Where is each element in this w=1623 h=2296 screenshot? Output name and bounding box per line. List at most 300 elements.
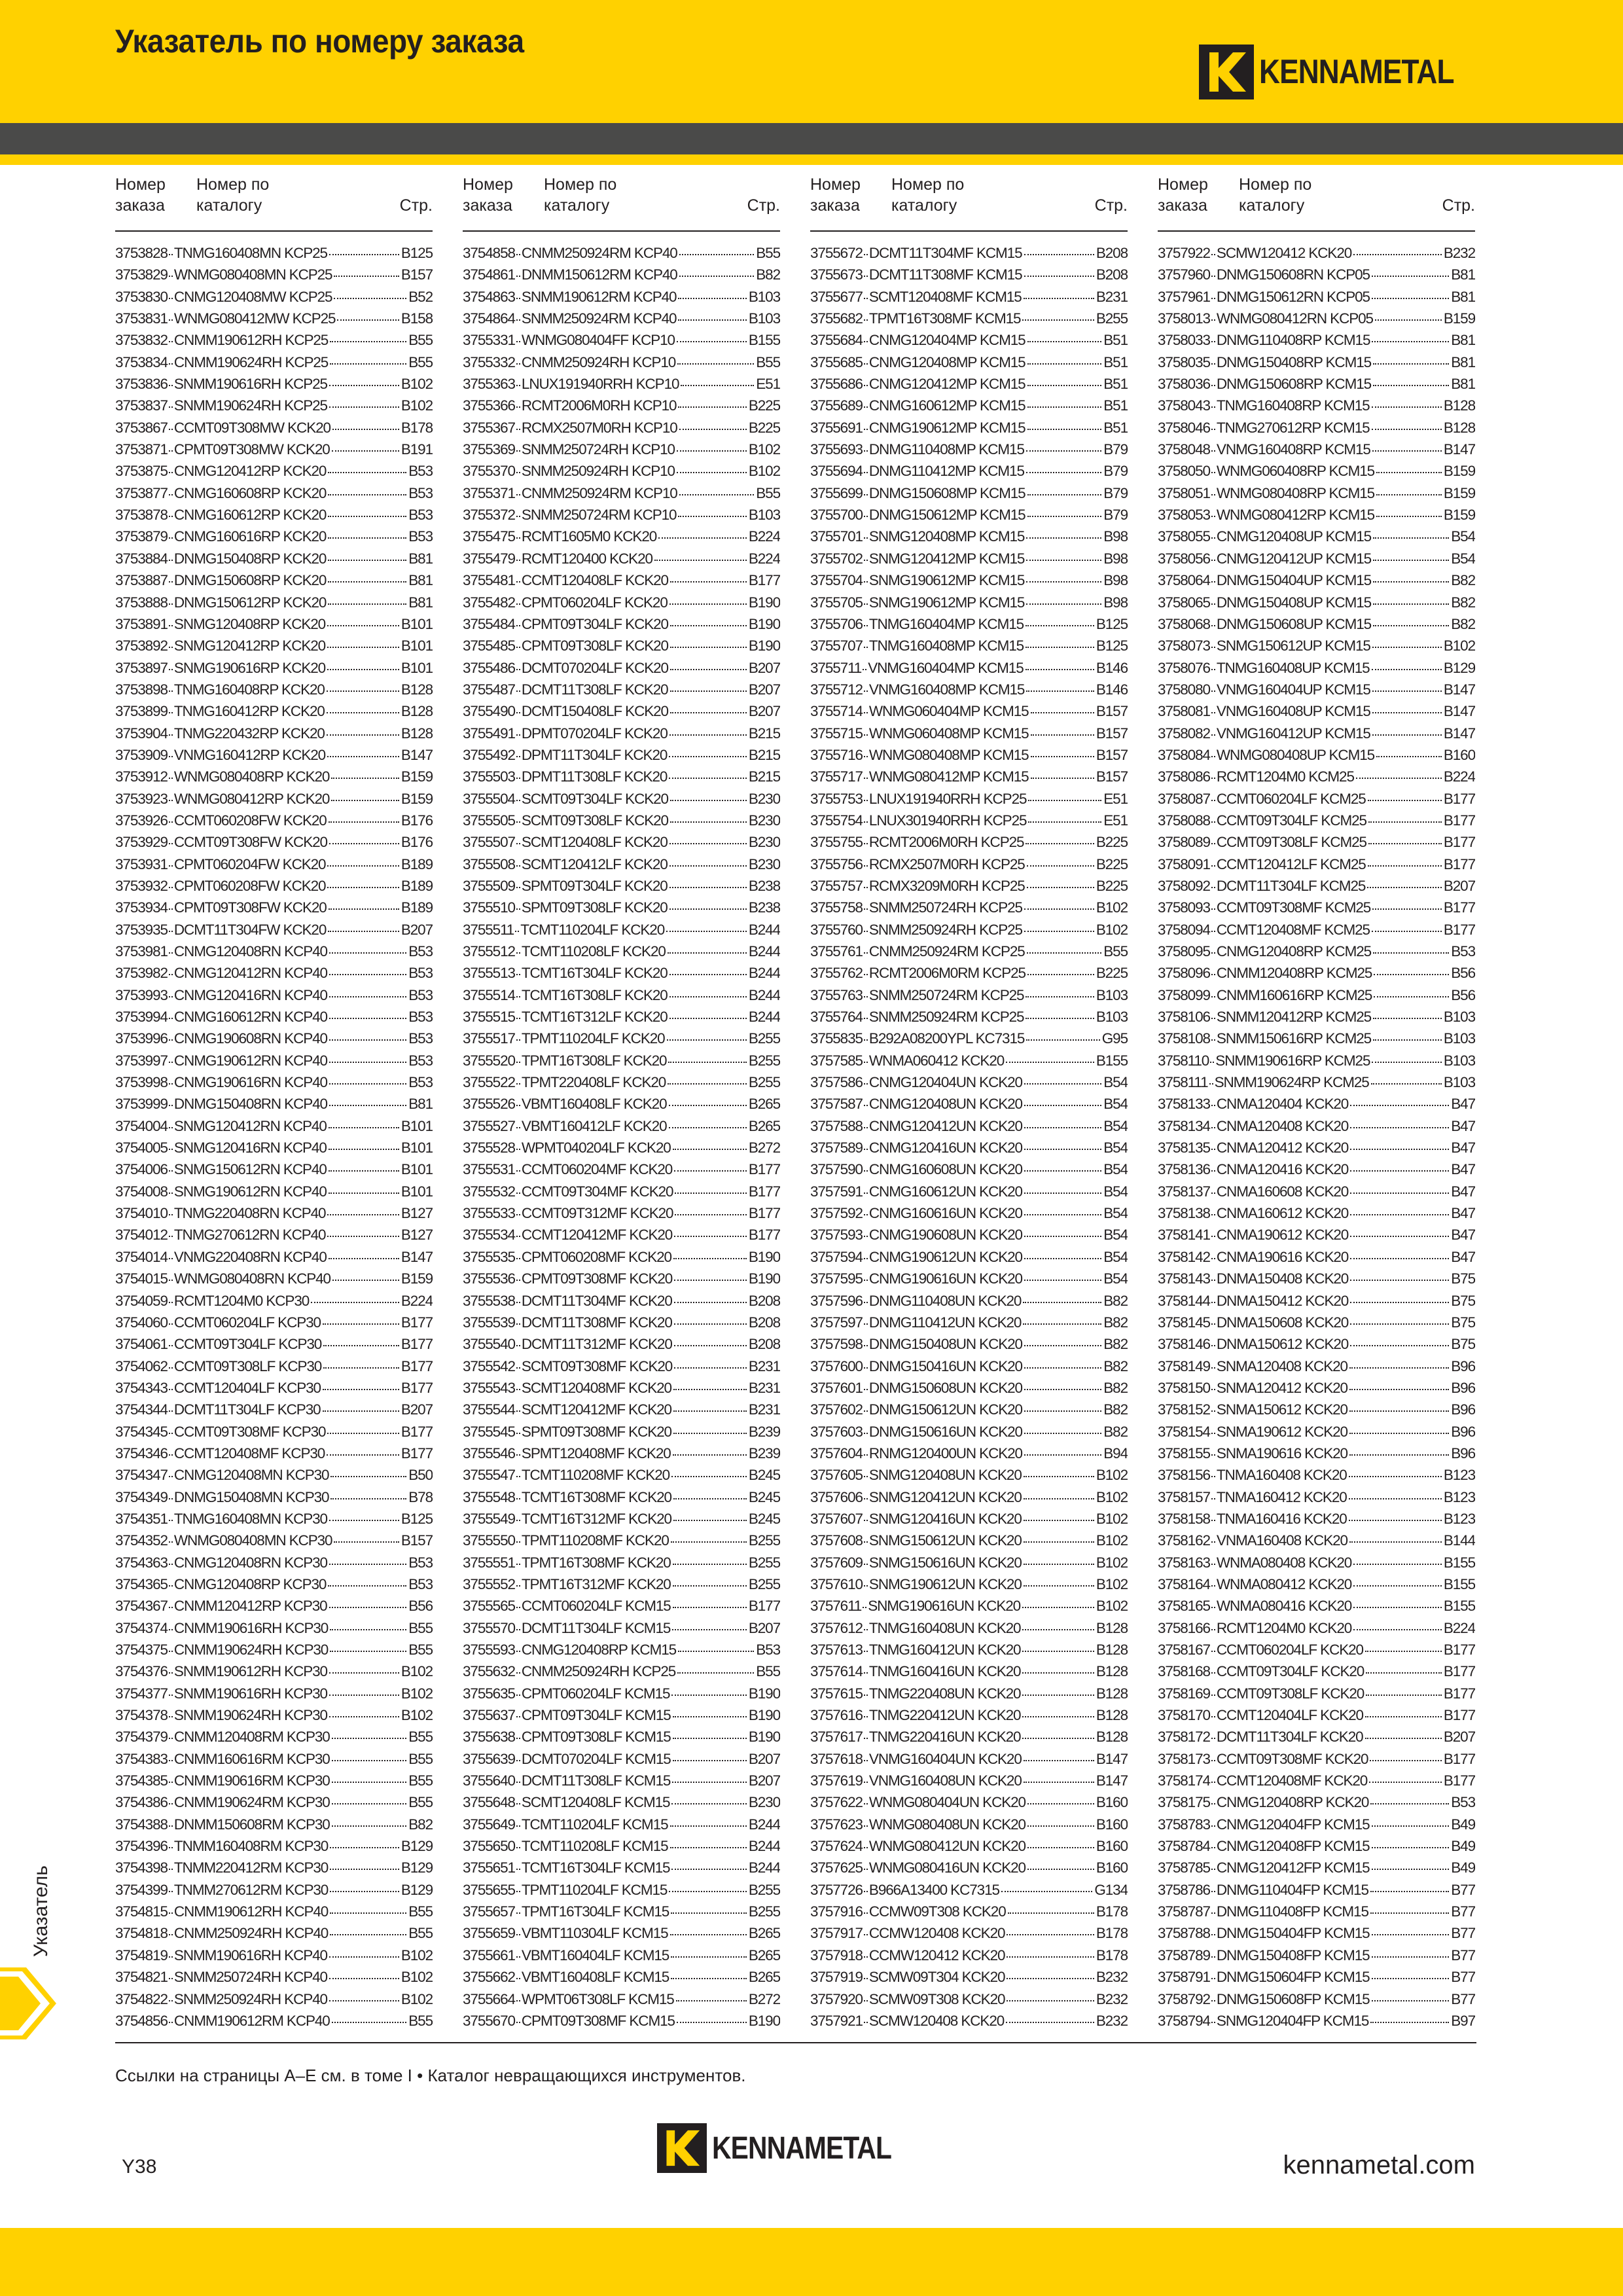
- page-reference[interactable]: B54: [1103, 1096, 1128, 1113]
- page-reference[interactable]: B177: [1443, 1641, 1475, 1658]
- page-reference[interactable]: B231: [1096, 288, 1128, 305]
- page-reference[interactable]: B232: [1096, 1969, 1128, 1986]
- page-reference[interactable]: B207: [748, 681, 780, 698]
- page-reference[interactable]: B81: [1451, 266, 1475, 283]
- page-reference[interactable]: B79: [1103, 441, 1128, 458]
- page-reference[interactable]: B177: [1443, 1663, 1475, 1680]
- page-reference[interactable]: B82: [756, 266, 780, 283]
- page-reference[interactable]: B54: [1103, 1205, 1128, 1222]
- page-reference[interactable]: B191: [401, 441, 433, 458]
- page-reference[interactable]: B190: [748, 1707, 780, 1724]
- page-reference[interactable]: B207: [401, 921, 433, 938]
- page-reference[interactable]: B125: [401, 1510, 433, 1527]
- page-reference[interactable]: B128: [1443, 397, 1475, 414]
- page-reference[interactable]: B190: [748, 1270, 780, 1287]
- page-reference[interactable]: B128: [1096, 1685, 1128, 1702]
- page-reference[interactable]: B125: [1096, 637, 1128, 655]
- page-reference[interactable]: B49: [1451, 1816, 1475, 1833]
- page-reference[interactable]: B102: [1096, 1467, 1128, 1484]
- page-reference[interactable]: B215: [748, 768, 780, 785]
- page-reference[interactable]: B127: [401, 1205, 433, 1222]
- page-reference[interactable]: B244: [748, 921, 780, 938]
- page-reference[interactable]: B128: [1096, 1707, 1128, 1724]
- page-reference[interactable]: B129: [1443, 659, 1475, 676]
- page-reference[interactable]: B147: [401, 1248, 433, 1265]
- page-reference[interactable]: B82: [1103, 1357, 1128, 1374]
- page-reference[interactable]: B53: [756, 1641, 780, 1658]
- page-reference[interactable]: B50: [408, 1467, 433, 1484]
- page-reference[interactable]: B255: [748, 1030, 780, 1047]
- page-reference[interactable]: B102: [401, 397, 433, 414]
- page-reference[interactable]: B177: [748, 1183, 780, 1200]
- page-reference[interactable]: B129: [401, 1838, 433, 1855]
- page-reference[interactable]: B51: [1103, 419, 1128, 436]
- page-reference[interactable]: B255: [748, 1074, 780, 1091]
- page-reference[interactable]: B208: [1096, 266, 1128, 283]
- page-reference[interactable]: B82: [1103, 1336, 1128, 1353]
- page-reference[interactable]: B190: [748, 637, 780, 655]
- page-reference[interactable]: B77: [1451, 1881, 1475, 1898]
- page-reference[interactable]: B225: [1096, 834, 1128, 851]
- page-reference[interactable]: B128: [1096, 1641, 1128, 1658]
- page-reference[interactable]: B208: [748, 1314, 780, 1331]
- page-reference[interactable]: B82: [1103, 1292, 1128, 1309]
- page-reference[interactable]: B125: [401, 245, 433, 261]
- page-reference[interactable]: B230: [748, 855, 780, 872]
- page-reference[interactable]: B47: [1451, 1161, 1475, 1178]
- page-reference[interactable]: B98: [1103, 550, 1128, 567]
- page-reference[interactable]: B159: [401, 768, 433, 785]
- page-reference[interactable]: B53: [408, 1575, 433, 1592]
- page-reference[interactable]: B81: [1451, 353, 1475, 370]
- page-reference[interactable]: B207: [748, 659, 780, 676]
- page-reference[interactable]: B51: [1103, 376, 1128, 393]
- page-reference[interactable]: B55: [408, 1794, 433, 1811]
- page-reference[interactable]: B96: [1451, 1357, 1475, 1374]
- page-reference[interactable]: B101: [401, 1161, 433, 1178]
- page-reference[interactable]: G95: [1101, 1030, 1128, 1047]
- page-reference[interactable]: B102: [401, 376, 433, 393]
- page-reference[interactable]: B47: [1451, 1117, 1475, 1134]
- page-reference[interactable]: B51: [1103, 397, 1128, 414]
- page-reference[interactable]: B190: [748, 615, 780, 632]
- page-reference[interactable]: B177: [401, 1444, 433, 1462]
- page-reference[interactable]: B56: [408, 1598, 433, 1615]
- page-reference[interactable]: B159: [1443, 507, 1475, 524]
- page-reference[interactable]: B81: [408, 572, 433, 589]
- page-reference[interactable]: B51: [1103, 353, 1128, 370]
- page-reference[interactable]: B81: [1451, 376, 1475, 393]
- page-reference[interactable]: B54: [1103, 1270, 1128, 1287]
- page-reference[interactable]: B81: [408, 550, 433, 567]
- page-reference[interactable]: B102: [1096, 1510, 1128, 1527]
- page-reference[interactable]: B230: [748, 834, 780, 851]
- page-reference[interactable]: B147: [1443, 441, 1475, 458]
- page-reference[interactable]: B231: [748, 1357, 780, 1374]
- page-reference[interactable]: B157: [401, 266, 433, 283]
- page-reference[interactable]: B54: [1103, 1248, 1128, 1265]
- page-reference[interactable]: B265: [748, 1946, 780, 1964]
- page-reference[interactable]: B215: [748, 746, 780, 763]
- page-reference[interactable]: B56: [1451, 986, 1475, 1003]
- page-reference[interactable]: B157: [1096, 703, 1128, 720]
- page-reference[interactable]: B244: [748, 1859, 780, 1876]
- page-reference[interactable]: B75: [1451, 1270, 1475, 1287]
- page-reference[interactable]: B238: [748, 877, 780, 894]
- page-reference[interactable]: B102: [401, 1946, 433, 1964]
- page-reference[interactable]: B155: [1096, 1052, 1128, 1069]
- page-reference[interactable]: B177: [1443, 1772, 1475, 1789]
- page-reference[interactable]: B51: [1103, 332, 1128, 349]
- page-reference[interactable]: B225: [1096, 855, 1128, 872]
- page-reference[interactable]: B208: [1096, 245, 1128, 261]
- page-reference[interactable]: B82: [1451, 572, 1475, 589]
- page-reference[interactable]: B255: [748, 1881, 780, 1898]
- page-reference[interactable]: B79: [1103, 507, 1128, 524]
- page-reference[interactable]: B97: [1451, 2012, 1475, 2029]
- page-reference[interactable]: B244: [748, 986, 780, 1003]
- page-reference[interactable]: B53: [408, 484, 433, 501]
- page-reference[interactable]: B125: [1096, 615, 1128, 632]
- page-reference[interactable]: B102: [401, 1685, 433, 1702]
- page-reference[interactable]: B208: [748, 1292, 780, 1309]
- page-reference[interactable]: B54: [1103, 1183, 1128, 1200]
- page-reference[interactable]: B53: [408, 1009, 433, 1026]
- page-reference[interactable]: B207: [748, 703, 780, 720]
- page-reference[interactable]: B55: [408, 1903, 433, 1920]
- page-reference[interactable]: B55: [408, 1641, 433, 1658]
- page-reference[interactable]: B265: [748, 1925, 780, 1942]
- page-reference[interactable]: B230: [748, 790, 780, 807]
- page-reference[interactable]: B103: [1443, 1030, 1475, 1047]
- page-reference[interactable]: B53: [408, 943, 433, 960]
- page-reference[interactable]: B177: [748, 1205, 780, 1222]
- page-reference[interactable]: B177: [401, 1336, 433, 1353]
- page-reference[interactable]: B155: [748, 332, 780, 349]
- page-reference[interactable]: B177: [1443, 921, 1475, 938]
- page-reference[interactable]: B102: [401, 1663, 433, 1680]
- page-reference[interactable]: B159: [401, 1270, 433, 1287]
- page-reference[interactable]: B101: [401, 615, 433, 632]
- page-reference[interactable]: B103: [1096, 986, 1128, 1003]
- page-reference[interactable]: B147: [1443, 681, 1475, 698]
- page-reference[interactable]: B147: [1443, 703, 1475, 720]
- page-reference[interactable]: B102: [1096, 1554, 1128, 1571]
- page-reference[interactable]: B155: [1443, 1575, 1475, 1592]
- page-reference[interactable]: B77: [1451, 1925, 1475, 1942]
- page-reference[interactable]: B82: [1103, 1379, 1128, 1396]
- page-reference[interactable]: B129: [401, 1881, 433, 1898]
- page-reference[interactable]: B155: [1443, 1554, 1475, 1571]
- page-reference[interactable]: B177: [401, 1357, 433, 1374]
- page-reference[interactable]: B147: [401, 746, 433, 763]
- page-reference[interactable]: B56: [1451, 965, 1475, 982]
- page-reference[interactable]: B239: [748, 1444, 780, 1462]
- page-reference[interactable]: B239: [748, 1423, 780, 1440]
- page-reference[interactable]: B77: [1451, 1969, 1475, 1986]
- page-reference[interactable]: B159: [1443, 310, 1475, 327]
- page-reference[interactable]: B225: [1096, 877, 1128, 894]
- page-reference[interactable]: B79: [1103, 484, 1128, 501]
- page-reference[interactable]: B147: [1096, 1750, 1128, 1767]
- page-reference[interactable]: B103: [1443, 1074, 1475, 1091]
- website-link[interactable]: kennametal.com: [1283, 2151, 1475, 2179]
- page-reference[interactable]: B47: [1451, 1183, 1475, 1200]
- page-reference[interactable]: B177: [401, 1423, 433, 1440]
- page-reference[interactable]: B272: [748, 1139, 780, 1157]
- page-reference[interactable]: B101: [401, 1117, 433, 1134]
- page-reference[interactable]: B177: [748, 572, 780, 589]
- page-reference[interactable]: B155: [1443, 1598, 1475, 1615]
- page-reference[interactable]: B53: [408, 1554, 433, 1571]
- page-reference[interactable]: B224: [1443, 1619, 1475, 1636]
- page-reference[interactable]: B102: [1096, 1532, 1128, 1549]
- page-reference[interactable]: B224: [1443, 768, 1475, 785]
- page-reference[interactable]: B176: [401, 812, 433, 829]
- page-reference[interactable]: B102: [748, 441, 780, 458]
- page-reference[interactable]: B81: [1451, 288, 1475, 305]
- page-reference[interactable]: E51: [1103, 812, 1128, 829]
- page-reference[interactable]: B177: [748, 1598, 780, 1615]
- page-reference[interactable]: B146: [1096, 681, 1128, 698]
- page-reference[interactable]: B47: [1451, 1227, 1475, 1244]
- page-reference[interactable]: B54: [1103, 1227, 1128, 1244]
- page-reference[interactable]: B49: [1451, 1859, 1475, 1876]
- page-reference[interactable]: B177: [748, 1161, 780, 1178]
- page-reference[interactable]: B255: [748, 1532, 780, 1549]
- page-reference[interactable]: B244: [748, 965, 780, 982]
- page-reference[interactable]: B96: [1451, 1379, 1475, 1396]
- page-reference[interactable]: B129: [401, 1859, 433, 1876]
- page-reference[interactable]: B231: [748, 1401, 780, 1418]
- page-reference[interactable]: B177: [1443, 790, 1475, 807]
- page-reference[interactable]: B207: [748, 1619, 780, 1636]
- page-reference[interactable]: B53: [408, 1074, 433, 1091]
- page-reference[interactable]: B177: [401, 1314, 433, 1331]
- page-reference[interactable]: B144: [1443, 1532, 1475, 1549]
- page-reference[interactable]: B160: [1096, 1816, 1128, 1833]
- page-reference[interactable]: B224: [401, 1292, 433, 1309]
- page-reference[interactable]: B177: [1443, 1707, 1475, 1724]
- page-reference[interactable]: B102: [1096, 899, 1128, 916]
- page-reference[interactable]: B159: [401, 790, 433, 807]
- page-reference[interactable]: B128: [401, 725, 433, 742]
- page-reference[interactable]: B128: [401, 703, 433, 720]
- page-reference[interactable]: B55: [756, 1663, 780, 1680]
- page-reference[interactable]: B101: [401, 659, 433, 676]
- page-reference[interactable]: B177: [1443, 812, 1475, 829]
- page-reference[interactable]: B230: [748, 1794, 780, 1811]
- page-reference[interactable]: B255: [748, 1052, 780, 1069]
- page-reference[interactable]: B55: [408, 1619, 433, 1636]
- page-reference[interactable]: B101: [401, 637, 433, 655]
- page-reference[interactable]: B190: [748, 594, 780, 611]
- page-reference[interactable]: B128: [401, 681, 433, 698]
- page-reference[interactable]: B55: [756, 353, 780, 370]
- page-reference[interactable]: B128: [1096, 1663, 1128, 1680]
- page-reference[interactable]: B47: [1451, 1096, 1475, 1113]
- page-reference[interactable]: B102: [1096, 921, 1128, 938]
- page-reference[interactable]: B102: [401, 1969, 433, 1986]
- page-reference[interactable]: B98: [1103, 594, 1128, 611]
- page-reference[interactable]: B189: [401, 899, 433, 916]
- page-reference[interactable]: B177: [401, 1379, 433, 1396]
- page-reference[interactable]: B128: [1096, 1729, 1128, 1746]
- page-reference[interactable]: B159: [1443, 463, 1475, 480]
- page-reference[interactable]: B127: [401, 1227, 433, 1244]
- page-reference[interactable]: B244: [748, 1816, 780, 1833]
- page-reference[interactable]: B215: [748, 725, 780, 742]
- page-reference[interactable]: B190: [748, 1729, 780, 1746]
- page-reference[interactable]: B96: [1451, 1444, 1475, 1462]
- page-reference[interactable]: B189: [401, 877, 433, 894]
- page-reference[interactable]: B265: [748, 1117, 780, 1134]
- page-reference[interactable]: B55: [408, 332, 433, 349]
- page-reference[interactable]: B177: [1443, 834, 1475, 851]
- page-reference[interactable]: B54: [1103, 1161, 1128, 1178]
- page-reference[interactable]: B225: [748, 397, 780, 414]
- page-reference[interactable]: B157: [1096, 768, 1128, 785]
- page-reference[interactable]: B75: [1451, 1336, 1475, 1353]
- page-reference[interactable]: B53: [408, 986, 433, 1003]
- page-reference[interactable]: B230: [748, 812, 780, 829]
- page-reference[interactable]: B128: [1443, 419, 1475, 436]
- page-reference[interactable]: B190: [748, 1685, 780, 1702]
- page-reference[interactable]: B102: [1443, 637, 1475, 655]
- page-reference[interactable]: B77: [1451, 1946, 1475, 1964]
- page-reference[interactable]: B157: [1096, 725, 1128, 742]
- page-reference[interactable]: B255: [748, 1554, 780, 1571]
- page-reference[interactable]: B159: [1443, 484, 1475, 501]
- page-reference[interactable]: B255: [1096, 310, 1128, 327]
- page-reference[interactable]: B255: [748, 1575, 780, 1592]
- page-reference[interactable]: B147: [1096, 1772, 1128, 1789]
- page-reference[interactable]: B207: [748, 1772, 780, 1789]
- page-reference[interactable]: B255: [748, 1903, 780, 1920]
- page-reference[interactable]: B98: [1103, 572, 1128, 589]
- page-reference[interactable]: B77: [1451, 1903, 1475, 1920]
- page-reference[interactable]: B55: [408, 1729, 433, 1746]
- page-reference[interactable]: B190: [748, 1248, 780, 1265]
- page-reference[interactable]: B82: [1451, 615, 1475, 632]
- page-reference[interactable]: B102: [748, 463, 780, 480]
- page-reference[interactable]: B178: [1096, 1903, 1128, 1920]
- page-reference[interactable]: B158: [401, 310, 433, 327]
- page-reference[interactable]: B272: [748, 1990, 780, 2007]
- page-reference[interactable]: B265: [748, 1096, 780, 1113]
- page-reference[interactable]: G134: [1094, 1881, 1128, 1898]
- page-reference[interactable]: B75: [1451, 1292, 1475, 1309]
- page-reference[interactable]: B123: [1443, 1467, 1475, 1484]
- page-reference[interactable]: B207: [1443, 877, 1475, 894]
- page-reference[interactable]: B55: [408, 1925, 433, 1942]
- page-reference[interactable]: B157: [1096, 746, 1128, 763]
- page-reference[interactable]: B177: [1443, 899, 1475, 916]
- page-reference[interactable]: B244: [748, 1838, 780, 1855]
- page-reference[interactable]: B55: [408, 1772, 433, 1789]
- page-reference[interactable]: B53: [1451, 943, 1475, 960]
- page-reference[interactable]: B176: [401, 834, 433, 851]
- page-reference[interactable]: B54: [1103, 1074, 1128, 1091]
- page-reference[interactable]: B265: [748, 1969, 780, 1986]
- page-reference[interactable]: B232: [1096, 2012, 1128, 2029]
- page-reference[interactable]: B189: [401, 855, 433, 872]
- page-reference[interactable]: B225: [748, 419, 780, 436]
- page-reference[interactable]: B103: [748, 310, 780, 327]
- page-reference[interactable]: B52: [408, 288, 433, 305]
- page-reference[interactable]: B82: [1103, 1401, 1128, 1418]
- page-reference[interactable]: B81: [1451, 332, 1475, 349]
- page-reference[interactable]: B55: [756, 484, 780, 501]
- page-reference[interactable]: E51: [1103, 790, 1128, 807]
- page-reference[interactable]: B102: [1096, 1598, 1128, 1615]
- page-reference[interactable]: E51: [756, 376, 780, 393]
- page-reference[interactable]: B54: [1103, 1139, 1128, 1157]
- page-reference[interactable]: B78: [408, 1488, 433, 1505]
- page-reference[interactable]: B123: [1443, 1488, 1475, 1505]
- page-reference[interactable]: B82: [1103, 1314, 1128, 1331]
- page-reference[interactable]: B55: [408, 353, 433, 370]
- page-reference[interactable]: B82: [1103, 1423, 1128, 1440]
- page-reference[interactable]: B47: [1451, 1205, 1475, 1222]
- page-reference[interactable]: B49: [1451, 1838, 1475, 1855]
- page-reference[interactable]: B53: [408, 507, 433, 524]
- page-reference[interactable]: B54: [1451, 528, 1475, 545]
- page-reference[interactable]: B177: [1443, 1685, 1475, 1702]
- page-reference[interactable]: B53: [408, 463, 433, 480]
- page-reference[interactable]: B207: [1443, 1729, 1475, 1746]
- page-reference[interactable]: B101: [401, 1183, 433, 1200]
- page-reference[interactable]: B102: [401, 1990, 433, 2007]
- page-reference[interactable]: B55: [408, 2012, 433, 2029]
- page-reference[interactable]: B55: [408, 1750, 433, 1767]
- page-reference[interactable]: B55: [1103, 943, 1128, 960]
- page-reference[interactable]: B98: [1103, 528, 1128, 545]
- page-reference[interactable]: B245: [748, 1467, 780, 1484]
- page-reference[interactable]: B75: [1451, 1314, 1475, 1331]
- page-reference[interactable]: B82: [408, 1816, 433, 1833]
- page-reference[interactable]: B102: [401, 1707, 433, 1724]
- page-reference[interactable]: B102: [1096, 1575, 1128, 1592]
- page-reference[interactable]: B177: [1443, 855, 1475, 872]
- page-reference[interactable]: B103: [1443, 1009, 1475, 1026]
- page-reference[interactable]: B177: [748, 1227, 780, 1244]
- page-reference[interactable]: B102: [1096, 1488, 1128, 1505]
- page-reference[interactable]: B160: [1096, 1838, 1128, 1855]
- page-reference[interactable]: B54: [1451, 550, 1475, 567]
- page-reference[interactable]: B224: [748, 550, 780, 567]
- page-reference[interactable]: B178: [401, 419, 433, 436]
- page-reference[interactable]: B53: [1451, 1794, 1475, 1811]
- page-reference[interactable]: B123: [1443, 1510, 1475, 1527]
- page-reference[interactable]: B232: [1096, 1990, 1128, 2007]
- page-reference[interactable]: B79: [1103, 463, 1128, 480]
- page-reference[interactable]: B160: [1096, 1859, 1128, 1876]
- page-reference[interactable]: B94: [1103, 1444, 1128, 1462]
- page-reference[interactable]: B207: [401, 1401, 433, 1418]
- page-reference[interactable]: B47: [1451, 1248, 1475, 1265]
- page-reference[interactable]: B245: [748, 1510, 780, 1527]
- page-reference[interactable]: B224: [748, 528, 780, 545]
- page-reference[interactable]: B81: [408, 1096, 433, 1113]
- page-reference[interactable]: B53: [408, 965, 433, 982]
- page-reference[interactable]: B103: [1443, 1052, 1475, 1069]
- page-reference[interactable]: B146: [1096, 659, 1128, 676]
- page-reference[interactable]: B55: [756, 245, 780, 261]
- page-reference[interactable]: B82: [1451, 594, 1475, 611]
- page-reference[interactable]: B53: [408, 528, 433, 545]
- page-reference[interactable]: B103: [748, 288, 780, 305]
